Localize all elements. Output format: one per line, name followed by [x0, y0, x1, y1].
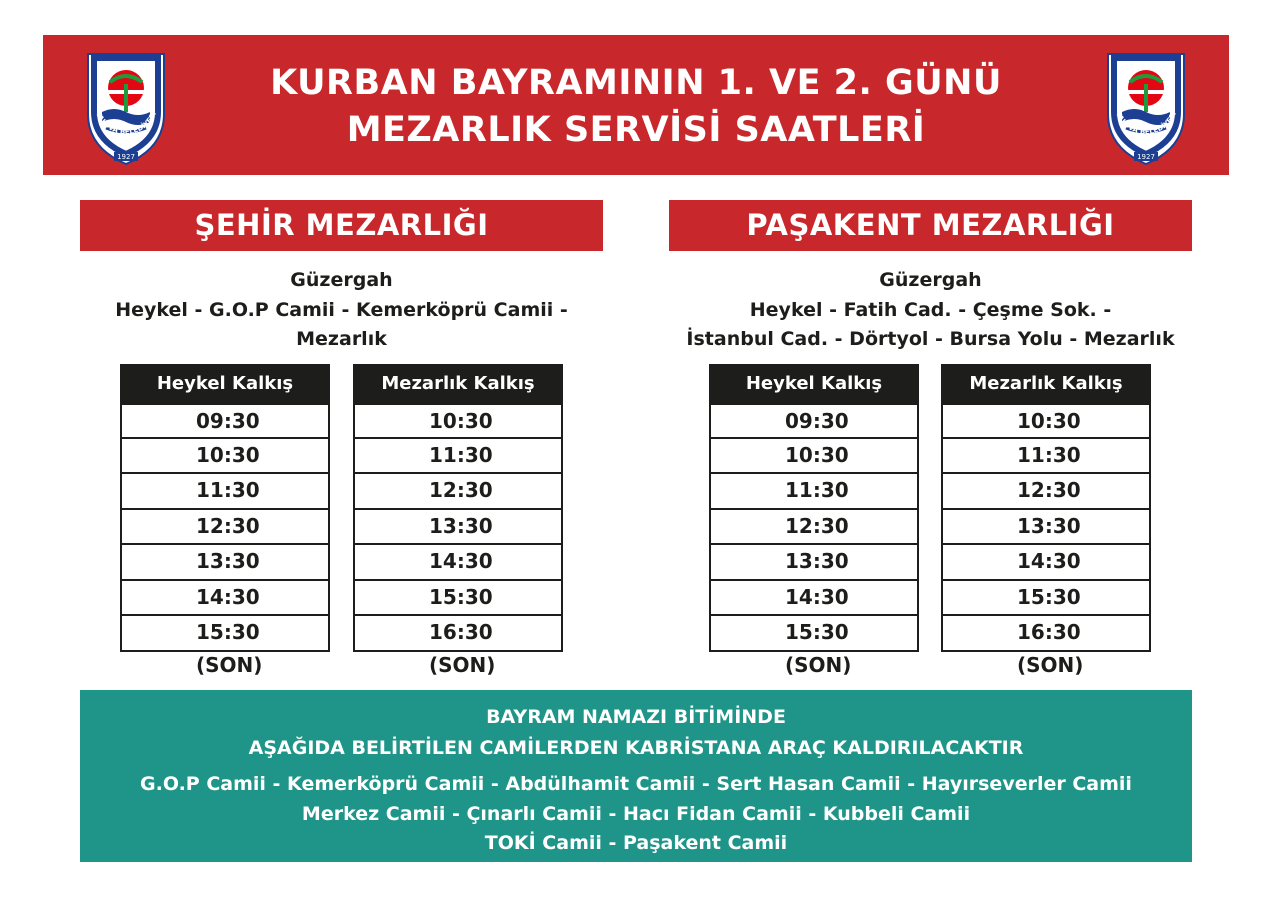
table-row: 14:30: [941, 545, 1151, 581]
sehir-mezarlik-kalkis-table: [353, 364, 563, 677]
table-row: 14:30: [353, 545, 563, 581]
svg-text:YALOVA BELEDİYESİ: YALOVA BELEDİYESİ: [1114, 110, 1178, 137]
table-row: 15:30 (SON): [120, 616, 330, 652]
sehir-mezarligi-heading: ŞEHİR MEZARLIĞI: [80, 200, 603, 251]
table-header: Heykel Kalkış: [120, 364, 330, 403]
table-row: 15:30: [353, 581, 563, 617]
footer-title-line: BAYRAM NAMAZI BİTİMİNDE: [486, 706, 786, 728]
table-row: 10:30: [353, 403, 563, 439]
table-row: 16:30 (SON): [941, 616, 1151, 652]
pasakent-mezarligi-heading: PAŞAKENT MEZARLIĞI: [669, 200, 1192, 251]
page-title: [0, 60, 1272, 154]
table-row: 13:30: [709, 545, 919, 581]
logo-year: 1927: [1137, 153, 1155, 161]
pasakent-heykel-kalkis-table: [709, 364, 919, 677]
footer-title-line: AŞAĞIDA BELİRTİLEN CAMİLERDEN KABRİSTANA ARAÇ KALDIRILACAKTIR: [248, 737, 1024, 759]
table-row: 09:30: [709, 403, 919, 439]
sehir-route: [80, 266, 603, 355]
table-row: 15:30 (SON): [709, 616, 919, 652]
table-row: 14:30: [709, 581, 919, 617]
table-row: 12:30: [353, 474, 563, 510]
table-header: Heykel Kalkış: [709, 364, 919, 403]
table-row: 13:30: [120, 545, 330, 581]
route-line: Mezarlık: [296, 328, 387, 350]
svg-text:YALOVA BELEDİYESİ: YALOVA BELEDİYESİ: [94, 110, 158, 137]
table-row: 11:30: [941, 439, 1151, 475]
title-line-2: MEZARLIK SERVİSİ SAATLERİ: [346, 110, 926, 150]
route-line: İstanbul Cad. - Dörtyol - Bursa Yolu - Mezarlık: [686, 328, 1175, 350]
pasakent-route: [649, 266, 1212, 355]
table-row: 13:30: [941, 510, 1151, 546]
table-row: 15:30: [941, 581, 1151, 617]
mosque-list-line: TOKİ Camii - Paşakent Camii: [484, 832, 788, 854]
table-row: 14:30: [120, 581, 330, 617]
table-header: Mezarlık Kalkış: [353, 364, 563, 403]
table-row: 13:30: [353, 510, 563, 546]
table-row: 10:30: [941, 403, 1151, 439]
table-row: 09:30: [120, 403, 330, 439]
table-row: 16:30 (SON): [353, 616, 563, 652]
table-row: 11:30: [353, 439, 563, 475]
pasakent-mezarlik-kalkis-table: [941, 364, 1151, 677]
table-header: Mezarlık Kalkış: [941, 364, 1151, 403]
route-label: Güzergah: [290, 269, 393, 291]
table-row: 10:30: [120, 439, 330, 475]
table-row: 12:30: [120, 510, 330, 546]
sehir-heykel-kalkis-table: [120, 364, 330, 677]
table-row: 10:30: [709, 439, 919, 475]
table-row: 11:30: [120, 474, 330, 510]
mosque-list-line: Merkez Camii - Çınarlı Camii - Hacı Fidan Camii - Kubbeli Camii: [301, 802, 971, 825]
mosque-list-line: G.O.P Camii - Kemerköprü Camii - Abdülhamit Camii - Sert Hasan Camii - Hayırseverler Camii: [140, 773, 1132, 795]
route-label: Güzergah: [879, 269, 982, 291]
table-row: 11:30: [709, 474, 919, 510]
table-row: 12:30: [709, 510, 919, 546]
route-line: Heykel - Fatih Cad. - Çeşme Sok. -: [749, 298, 1112, 321]
logo-year: 1927: [117, 153, 135, 161]
table-row: 12:30: [941, 474, 1151, 510]
footer-notice: [80, 690, 1192, 862]
title-line-1: KURBAN BAYRAMININ 1. VE 2. GÜNÜ: [270, 63, 1002, 103]
route-line: Heykel - G.O.P Camii - Kemerköprü Camii -: [115, 298, 568, 321]
